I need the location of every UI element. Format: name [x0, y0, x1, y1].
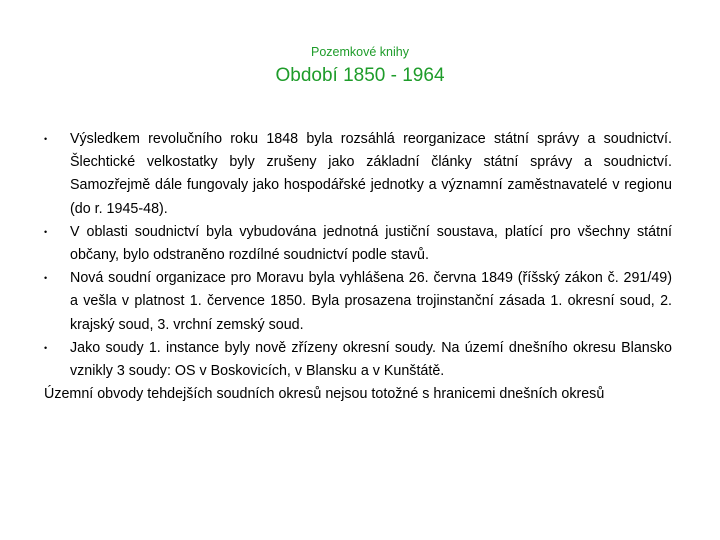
bullet-item — [44, 221, 672, 267]
bullet-text: V oblasti soudnictví byla vybudována jednotná justiční soustava, platící pro všechny státní občany, bylo odstraněno rozdílné soudnictví podle stavů. — [70, 223, 672, 264]
closing-paragraph: Územní obvody tehdejších soudních okresů nejsou totožné s hranicemi dnešních okresů — [44, 386, 605, 403]
bullet-icon: • — [44, 134, 48, 144]
bullet-icon: • — [44, 342, 48, 353]
bullet-text: Nová soudní organizace pro Moravu byla vyhlášena 26. června 1849 (říšský zákon č. 291/49) a vešla v platnost 1. července 1850. Byla prosazena trojinstanční zásada 1. okresní soud, 2. krajský soud, 3. vrchní zemský soud. — [70, 270, 672, 333]
bullet-text: Jako soudy 1. instance byly nově zřízeny okresní soudy. Na území dnešního okresu Blansko vznikly 3 soudy: OS v Boskovicích, v Blansku a v Kunštátě. — [70, 339, 672, 380]
bullet-item — [44, 337, 672, 383]
slide-supertitle: Pozemkové knihy — [311, 45, 409, 59]
bullet-item — [44, 267, 672, 337]
bullet-text: Výsledkem revolučního roku 1848 byla rozsáhlá reorganizace státní správy a soudnictví. Šlechtické velkostatky byly zrušeny jako základní články státní správy a soudnictví. Samozřejmě dále fungovaly jako hospodářské jednotky a významní zaměstnavatelé v regionu (do r. 1945-48). — [70, 131, 672, 217]
slide-title: Období 1850 - 1964 — [275, 65, 445, 86]
bullet-icon: • — [44, 273, 48, 284]
bullet-item — [44, 128, 672, 221]
slide-body — [44, 128, 672, 406]
bullet-icon: • — [44, 226, 48, 237]
